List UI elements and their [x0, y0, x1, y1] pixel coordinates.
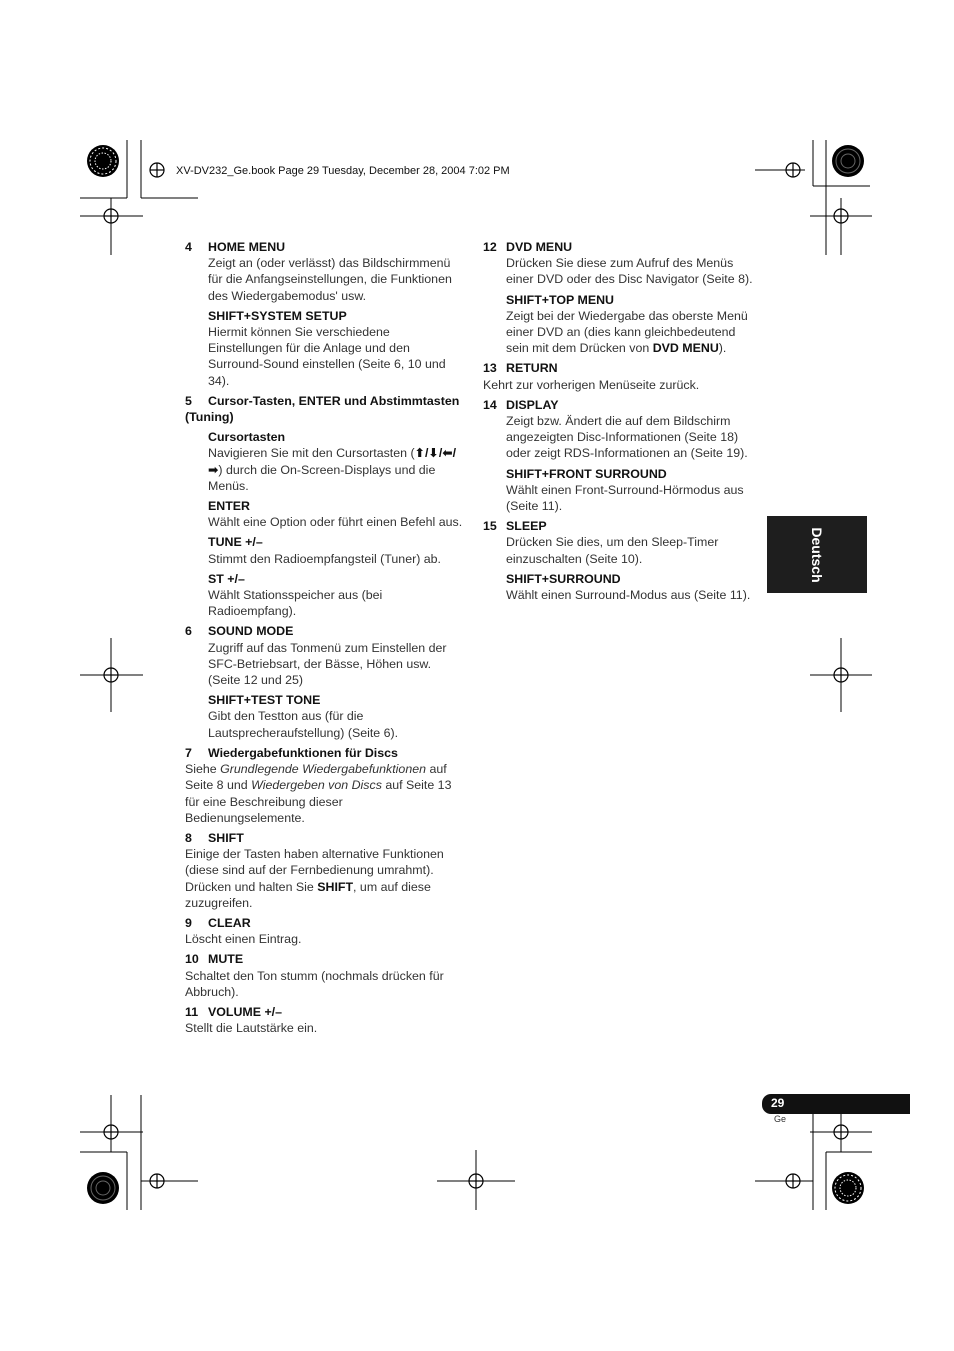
- item-clear: [185, 915, 465, 947]
- item-mute: [185, 951, 465, 1000]
- subitem-shift-surround: [506, 571, 761, 603]
- subitem-title: SHIFT+TEST TONE: [208, 693, 321, 708]
- item-title: VOLUME +/–: [208, 1004, 283, 1019]
- subitem-shift-top-menu: [506, 292, 761, 357]
- body-bold: DVD MENU: [652, 341, 719, 356]
- subitem-enter: [208, 498, 465, 530]
- body-text: auf Seite 13 für eine Beschreibung dieser Bedienungselemente.: [185, 778, 452, 825]
- subitem-tune: [208, 534, 465, 566]
- item-body: Zeigt bzw. Ändert die auf dem Bildschirm angezeigten Disc-Informationen (Seite 18) oder zeigt RDS-Informationen an (Seite 19).: [506, 414, 748, 461]
- item-title: DVD MENU: [506, 240, 573, 254]
- subitem-cursortasten: [208, 429, 465, 494]
- item-number: 14: [483, 397, 497, 412]
- item-disc-playback: [185, 745, 465, 826]
- item-title: DISPLAY: [506, 397, 559, 412]
- subitem-title: SHIFT+SYSTEM SETUP: [208, 308, 347, 323]
- item-display: [483, 397, 761, 514]
- item-title: Cursor-Tasten, ENTER und Abstimmtasten (Tuning): [185, 393, 460, 425]
- item-number: 5: [185, 393, 192, 408]
- subitem-title: SHIFT+TOP MENU: [506, 292, 614, 307]
- item-body: Drücken Sie diese zum Aufruf des Menüs einer DVD oder des Disc Navigator (Seite 8).: [506, 256, 753, 287]
- body-text: ).: [718, 341, 727, 356]
- body-italic: Grundlegende Wiedergabefunktionen: [220, 762, 427, 777]
- item-body: Schaltet den Ton stumm (nochmals drücken für Abbruch).: [185, 968, 444, 999]
- item-title: SOUND MODE: [208, 624, 294, 639]
- body-text: auf Seite 8 und: [185, 762, 447, 793]
- subitem-shift-system-setup: [208, 308, 465, 389]
- item-body: [185, 846, 465, 911]
- item-number: 6: [185, 624, 192, 639]
- item-number: 10: [185, 952, 199, 967]
- item-home-menu: [185, 239, 465, 389]
- subitem-body: Wählt eine Option oder führt einen Befehl aus.: [208, 515, 463, 530]
- right-column: [483, 239, 761, 603]
- subitem-title: ST +/–: [208, 571, 245, 586]
- subitem-shift-test-tone: [208, 692, 465, 741]
- item-body: Löscht einen Eintrag.: [185, 932, 302, 947]
- body-italic: Wiedergeben von Discs: [251, 778, 382, 793]
- subitem-title: Cursortasten: [208, 430, 286, 445]
- item-body: Stellt die Lautstärke ein.: [185, 1021, 318, 1036]
- item-number: 9: [185, 915, 192, 930]
- arrow-keys-icon: ⬆/⬇/⬅/➡: [208, 446, 457, 477]
- item-title: CLEAR: [208, 915, 251, 930]
- item-title: Wiedergabefunktionen für Discs: [208, 745, 398, 760]
- item-number: 11: [185, 1004, 199, 1019]
- item-body: Zugriff auf das Tonmenü zum Einstellen der SFC-Betriebsart, der Bässe, Höhen usw. (Seite 12 und 25): [208, 640, 447, 688]
- item-title: MUTE: [208, 952, 244, 967]
- page-language-code: Ge: [774, 1114, 787, 1124]
- left-column: [185, 239, 465, 1036]
- item-title: SHIFT: [208, 830, 244, 845]
- item-sleep: [483, 518, 761, 603]
- body-text: Navigieren Sie mit den Cursortasten (: [208, 446, 415, 461]
- body-bold: SHIFT: [317, 879, 354, 894]
- subitem-body: Hiermit können Sie verschiedene Einstellungen für die Anlage und den Surround-Sound einstellen (Seite 6, 10 und 34).: [208, 325, 446, 388]
- subitem-body: Wählt einen Front-Surround-Hörmodus aus (Seite 11).: [506, 482, 744, 514]
- language-tab-label: Deutsch: [809, 526, 825, 583]
- page-number: 29: [771, 1096, 785, 1110]
- item-number: 13: [483, 361, 497, 376]
- body-text: Zeigt bei der Wiedergabe das oberste Menü einer DVD an (dies kann gleichbedeutend sein mit dem Drücken von: [506, 308, 748, 356]
- item-cursor-keys: [185, 393, 465, 620]
- subitem-title: ENTER: [208, 499, 250, 514]
- item-dvd-menu: [483, 239, 761, 356]
- subitem-title: SHIFT+FRONT SURROUND: [506, 466, 667, 481]
- item-title: SLEEP: [506, 519, 547, 534]
- item-body: Zeigt an (oder verlässt) das Bildschirmmenü für die Anfangseinstellungen, die Funktionen des Wiedergabemodus' usw.: [208, 256, 452, 303]
- subitem-st: [208, 571, 465, 620]
- subitem-body: Stimmt den Radioempfangsteil (Tuner) ab.: [208, 551, 442, 566]
- item-volume: [185, 1004, 465, 1036]
- item-number: 15: [483, 519, 497, 534]
- subitem-body: [506, 308, 761, 357]
- item-body: [185, 761, 465, 826]
- subitem-title: TUNE +/–: [208, 535, 263, 550]
- item-title: HOME MENU: [208, 240, 286, 254]
- item-title: RETURN: [506, 361, 558, 376]
- language-tab: [767, 516, 867, 593]
- subitem-body: Wählt Stationsspeicher aus (bei Radioempfang).: [208, 588, 383, 619]
- body-text: , um auf diese zuzugreifen.: [185, 879, 431, 910]
- item-return: [483, 360, 761, 392]
- subitem-title: SHIFT+SURROUND: [506, 571, 621, 586]
- item-number: 7: [185, 745, 192, 760]
- subitem-body: Wählt einen Surround-Modus aus (Seite 11).: [506, 588, 751, 603]
- subitem-body: [208, 445, 465, 494]
- file-info-header: XV-DV232_Ge.book Page 29 Tuesday, December 28, 2004 7:02 PM: [176, 165, 510, 177]
- item-number: 4: [185, 240, 192, 254]
- subitem-shift-front-surround: [506, 466, 761, 515]
- item-number: 12: [483, 240, 497, 254]
- subitem-body: Gibt den Testton aus (für die Lautsprecheraufstellung) (Seite 6).: [208, 709, 399, 740]
- item-body: Kehrt zur vorherigen Menüseite zurück.: [483, 377, 700, 392]
- item-sound-mode: [185, 623, 465, 740]
- body-text: Siehe: [185, 762, 221, 777]
- item-number: 8: [185, 830, 192, 845]
- item-shift: [185, 830, 465, 911]
- item-body: Drücken Sie dies, um den Sleep-Timer einzuschalten (Seite 10).: [506, 535, 719, 566]
- body-text: ) durch die On-Screen-Displays und die Menüs.: [208, 462, 436, 493]
- body-text: Einige der Tasten haben alternative Funktionen (diese sind auf der Fernbedienung umrahmt). Drücken und halten Sie: [185, 847, 444, 894]
